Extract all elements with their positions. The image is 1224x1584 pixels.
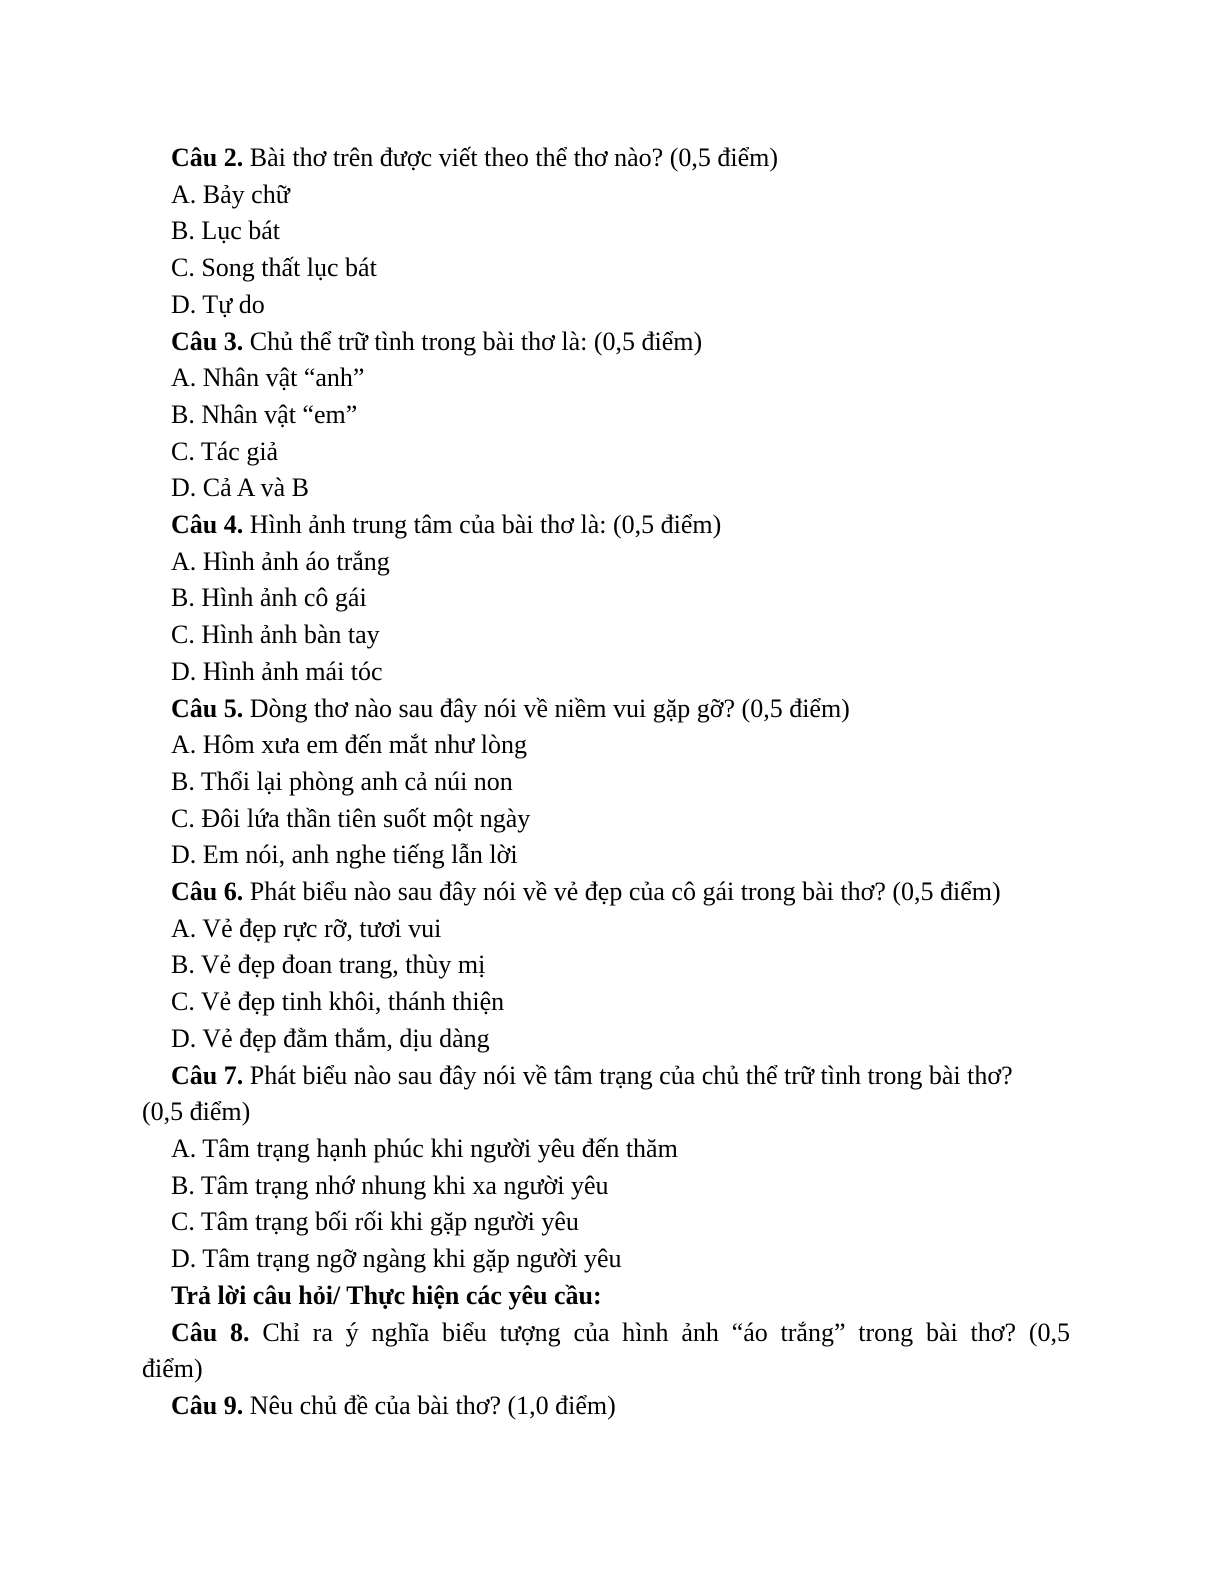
- question-8-continuation: điểm): [142, 1354, 203, 1384]
- option-a: A. Vẻ đẹp rực rỡ, tươi vui: [171, 913, 442, 943]
- option-c: C. Đôi lứa thần tiên suốt một ngày: [171, 803, 531, 833]
- question-text: Hình ảnh trung tâm của bài thơ là: (0,5 điểm): [243, 510, 722, 540]
- option-d: D. Hình ảnh mái tóc: [171, 656, 383, 686]
- question-4: [142, 507, 1070, 544]
- question-text: Phát biểu nào sau đây nói về tâm trạng của chủ thể trữ tình trong bài thơ?: [243, 1060, 1013, 1090]
- option-c: C. Tâm trạng bối rối khi gặp người yêu: [171, 1207, 579, 1237]
- question-number: Câu 4.: [171, 510, 244, 540]
- question-number: Câu 5.: [171, 693, 244, 723]
- option-d: D. Tự do: [171, 289, 265, 319]
- option-b: B. Lục bát: [171, 216, 281, 246]
- option-b: B. Hình ảnh cô gái: [171, 583, 367, 613]
- option-b: B. Nhân vật “em”: [171, 399, 358, 429]
- option-a: A. Hình ảnh áo trắng: [171, 546, 390, 576]
- question-number: Câu 6.: [171, 877, 244, 907]
- question-text: Dòng thơ nào sau đây nói về niềm vui gặp gỡ? (0,5 điểm): [243, 693, 850, 723]
- option-c: C. Vẻ đẹp tinh khôi, thánh thiện: [171, 987, 505, 1017]
- option-a: A. Bảy chữ: [171, 179, 290, 209]
- option-a: A. Nhân vật “anh”: [171, 363, 365, 393]
- question-8: [142, 1315, 1070, 1352]
- question-6: [142, 874, 1070, 911]
- option-d: D. Cả A và B: [171, 473, 309, 503]
- question-number: Câu 9.: [171, 1390, 244, 1420]
- option-d: D. Em nói, anh nghe tiếng lẫn lời: [171, 840, 518, 870]
- question-text: Bài thơ trên được viết theo thể thơ nào? (0,5 điểm): [243, 143, 779, 172]
- option-b: B. Thổi lại phòng anh cả núi non: [171, 766, 513, 796]
- option-b: B. Tâm trạng nhớ nhung khi xa người yêu: [171, 1170, 609, 1200]
- option-d: D. Tâm trạng ngỡ ngàng khi gặp người yêu: [171, 1244, 622, 1274]
- question-5: [142, 691, 1070, 728]
- option-a: A. Hôm xưa em đến mắt như lòng: [171, 730, 528, 760]
- option-d: D. Vẻ đẹp đằm thắm, dịu dàng: [171, 1023, 490, 1053]
- question-number: Câu 7.: [171, 1060, 244, 1090]
- question-text: Chủ thể trữ tình trong bài thơ là: (0,5 điểm): [243, 326, 703, 356]
- option-c: C. Tác giả: [171, 436, 279, 466]
- question-3: [142, 324, 1070, 361]
- option-c: C. Song thất lục bát: [171, 253, 377, 283]
- question-number: Câu 8.: [171, 1317, 250, 1347]
- document-page: [142, 140, 1070, 1425]
- question-7: [142, 1058, 1070, 1095]
- question-number: Câu 3.: [171, 326, 244, 356]
- option-c: C. Hình ảnh bàn tay: [171, 620, 380, 650]
- question-9: [142, 1388, 1070, 1425]
- question-text: Phát biểu nào sau đây nói về vẻ đẹp của cô gái trong bài thơ? (0,5 điểm): [243, 877, 1001, 907]
- question-text: Nêu chủ đề của bài thơ? (1,0 điểm): [243, 1390, 616, 1420]
- question-text: Chỉ ra ý nghĩa biểu tượng của hình ảnh “áo trắng” trong bài thơ? (0,5: [249, 1317, 1070, 1347]
- option-b: B. Vẻ đẹp đoan trang, thùy mị: [171, 950, 486, 980]
- section-heading: Trả lời câu hỏi/ Thực hiện các yêu cầu:: [171, 1280, 602, 1310]
- question-7-continuation: (0,5 điểm): [142, 1097, 251, 1127]
- question-number: Câu 2.: [171, 143, 244, 172]
- question-2: [142, 140, 1070, 177]
- option-a: A. Tâm trạng hạnh phúc khi người yêu đến thăm: [171, 1133, 678, 1163]
